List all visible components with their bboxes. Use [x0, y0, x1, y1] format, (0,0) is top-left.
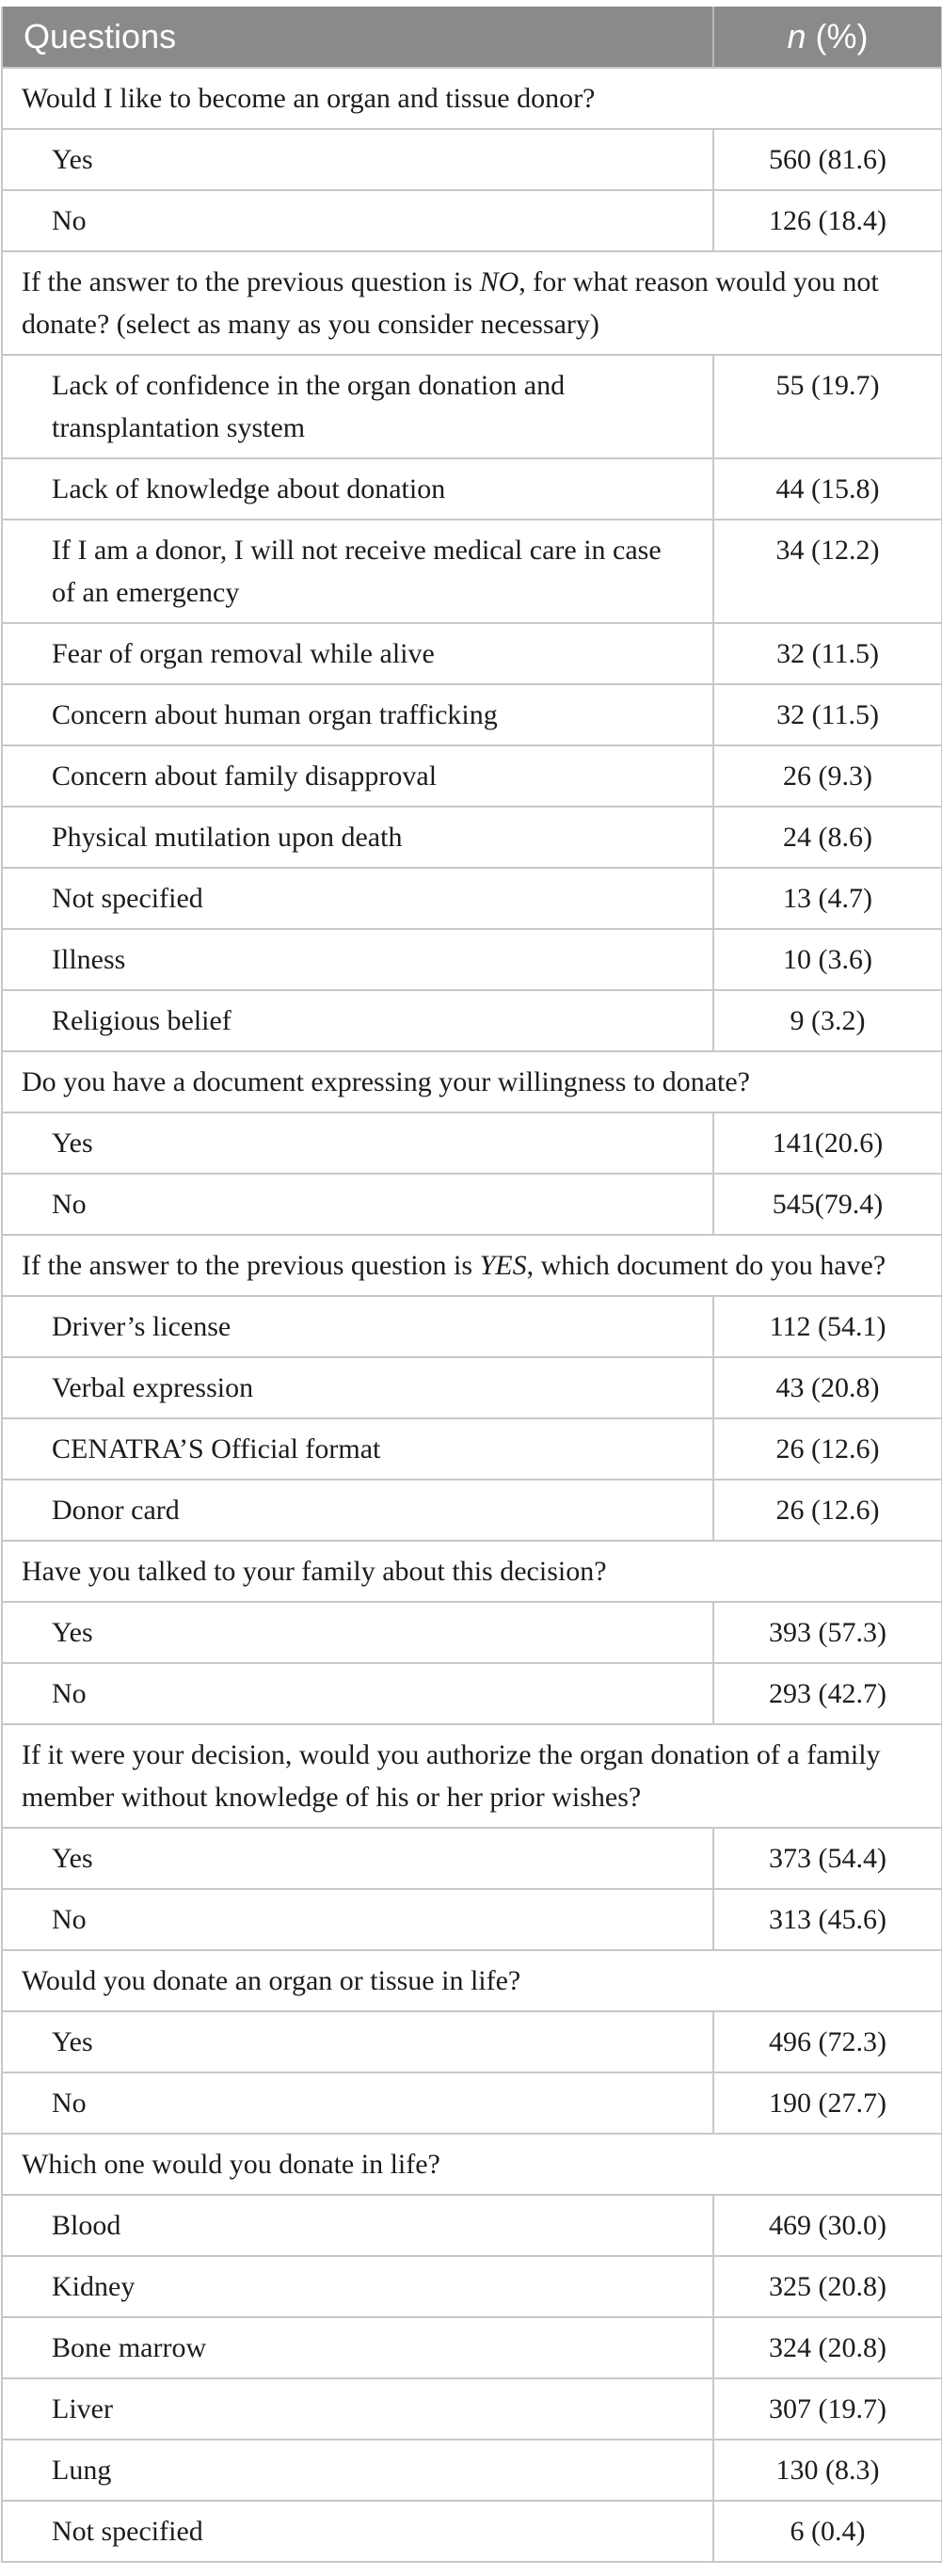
question-row	[2, 1950, 942, 2011]
n-percent-column-header	[713, 7, 942, 68]
answer-value-cell: 393 (57.3)	[713, 1602, 942, 1663]
answer-row	[2, 1663, 942, 1724]
answer-label-cell: Fear of organ removal while alive	[2, 623, 713, 684]
answer-row	[2, 2011, 942, 2072]
answer-label-cell: Not specified	[2, 868, 713, 929]
answer-row	[2, 129, 942, 190]
question-text: Do you have a document expressing your willingness to donate?	[22, 1066, 750, 1097]
answer-label-cell: Yes	[2, 1828, 713, 1889]
answer-value-cell: 560 (81.6)	[713, 129, 942, 190]
answer-value-cell: 13 (4.7)	[713, 868, 942, 929]
question-text-emphasis: YES	[479, 1250, 527, 1281]
answer-row	[2, 1357, 942, 1418]
question-cell	[2, 1724, 942, 1828]
answer-label-cell: Lung	[2, 2440, 713, 2501]
answer-row	[2, 1112, 942, 1174]
answer-label-cell: Verbal expression	[2, 1357, 713, 1418]
question-cell	[2, 1051, 942, 1112]
answer-label-cell: Religious belief	[2, 990, 713, 1051]
answer-value-cell: 293 (42.7)	[713, 1663, 942, 1724]
n-label-rest: (%)	[806, 17, 869, 56]
answer-row	[2, 2317, 942, 2378]
question-text: , which document do you have?	[526, 1250, 886, 1281]
answer-label-cell: Illness	[2, 929, 713, 990]
answer-label-cell: Blood	[2, 2195, 713, 2256]
question-cell	[2, 68, 942, 129]
question-cell	[2, 251, 942, 355]
answer-value-cell: 126 (18.4)	[713, 190, 942, 251]
answer-label-cell: Lack of confidence in the organ donation and transplantation system	[2, 355, 713, 458]
answer-label-cell: Bone marrow	[2, 2317, 713, 2378]
answer-value-cell: 24 (8.6)	[713, 807, 942, 868]
answer-row	[2, 929, 942, 990]
answer-value-cell: 34 (12.2)	[713, 520, 942, 623]
answer-row	[2, 1418, 942, 1480]
table-header	[2, 7, 942, 68]
answer-row	[2, 1828, 942, 1889]
answer-row	[2, 1480, 942, 1541]
question-row	[2, 1051, 942, 1112]
question-cell	[2, 1235, 942, 1296]
answer-row	[2, 520, 942, 623]
answer-value-cell: 141(20.6)	[713, 1112, 942, 1174]
answer-label-cell: Not specified	[2, 2501, 713, 2562]
question-row	[2, 1724, 942, 1828]
answer-value-cell: 9 (3.2)	[713, 990, 942, 1051]
answer-row	[2, 684, 942, 745]
answer-row	[2, 2256, 942, 2317]
answer-value-cell: 55 (19.7)	[713, 355, 942, 458]
answer-row	[2, 1602, 942, 1663]
answer-value-cell: 130 (8.3)	[713, 2440, 942, 2501]
answer-value-cell: 6 (0.4)	[713, 2501, 942, 2562]
answer-label-cell: Yes	[2, 1602, 713, 1663]
questions-column-header: Questions	[2, 7, 713, 68]
answer-label-cell: Concern about family disapproval	[2, 745, 713, 807]
question-row	[2, 1541, 942, 1602]
n-label-italic: n	[787, 17, 806, 56]
answer-value-cell: 26 (12.6)	[713, 1480, 942, 1541]
answer-label-cell: Concern about human organ trafficking	[2, 684, 713, 745]
answer-label-cell: Physical mutilation upon death	[2, 807, 713, 868]
question-row	[2, 1235, 942, 1296]
answer-label-cell: No	[2, 1663, 713, 1724]
question-text: If the answer to the previous question is	[22, 1250, 480, 1281]
answer-label-cell: Driver’s license	[2, 1296, 713, 1357]
answer-value-cell: 324 (20.8)	[713, 2317, 942, 2378]
answer-value-cell: 545(79.4)	[713, 1174, 942, 1235]
answer-label-cell: Yes	[2, 129, 713, 190]
answer-value-cell: 26 (9.3)	[713, 745, 942, 807]
answer-value-cell: 10 (3.6)	[713, 929, 942, 990]
question-text: Would I like to become an organ and tissue donor?	[22, 83, 596, 114]
answer-row	[2, 807, 942, 868]
answer-label-cell: No	[2, 190, 713, 251]
question-text: If the answer to the previous question is	[22, 266, 480, 297]
answer-value-cell: 26 (12.6)	[713, 1418, 942, 1480]
answer-row	[2, 1889, 942, 1950]
question-row	[2, 68, 942, 129]
answer-value-cell: 373 (54.4)	[713, 1828, 942, 1889]
answer-value-cell: 32 (11.5)	[713, 684, 942, 745]
answer-value-cell: 44 (15.8)	[713, 458, 942, 520]
answer-label-cell: Yes	[2, 1112, 713, 1174]
answer-value-cell: 469 (30.0)	[713, 2195, 942, 2256]
question-cell	[2, 1950, 942, 2011]
header-row	[2, 7, 942, 68]
answer-row	[2, 2501, 942, 2562]
answer-label-cell: Kidney	[2, 2256, 713, 2317]
answer-value-cell: 190 (27.7)	[713, 2072, 942, 2134]
answer-label-cell: Donor card	[2, 1480, 713, 1541]
answer-row	[2, 190, 942, 251]
answer-label-cell: Lack of knowledge about donation	[2, 458, 713, 520]
answer-row	[2, 1174, 942, 1235]
answer-value-cell: 112 (54.1)	[713, 1296, 942, 1357]
answer-row	[2, 623, 942, 684]
question-row	[2, 251, 942, 355]
answer-row	[2, 2378, 942, 2440]
question-cell	[2, 2134, 942, 2195]
answer-label-cell: Liver	[2, 2378, 713, 2440]
answer-value-cell: 313 (45.6)	[713, 1889, 942, 1950]
answer-row	[2, 1296, 942, 1357]
question-row	[2, 2134, 942, 2195]
answer-label-cell: No	[2, 2072, 713, 2134]
answer-label-cell: No	[2, 1174, 713, 1235]
answer-value-cell: 307 (19.7)	[713, 2378, 942, 2440]
answer-row	[2, 2440, 942, 2501]
question-text: , for what reason would you not donate? (select as many as you consider necessary)	[22, 266, 879, 340]
answer-value-cell: 32 (11.5)	[713, 623, 942, 684]
answer-label-cell: CENATRA’S Official format	[2, 1418, 713, 1480]
answer-row	[2, 868, 942, 929]
question-text: Would you donate an organ or tissue in life?	[22, 1965, 521, 1996]
answer-row	[2, 2072, 942, 2134]
question-text: Have you talked to your family about this decision?	[22, 1556, 607, 1587]
survey-table	[1, 7, 942, 2563]
answer-row	[2, 355, 942, 458]
answer-label-cell: If I am a donor, I will not receive medical care in case of an emergency	[2, 520, 713, 623]
question-text: Which one would you donate in life?	[22, 2149, 440, 2180]
answer-row	[2, 745, 942, 807]
answer-label-cell: No	[2, 1889, 713, 1950]
answer-value-cell: 43 (20.8)	[713, 1357, 942, 1418]
answer-label-cell: Yes	[2, 2011, 713, 2072]
question-text-emphasis: NO	[479, 266, 519, 297]
answer-value-cell: 496 (72.3)	[713, 2011, 942, 2072]
table-body	[2, 68, 942, 2562]
answer-row	[2, 458, 942, 520]
question-text: If it were your decision, would you authorize the organ donation of a family member without knowledge of his or her prior wishes?	[22, 1739, 881, 1813]
answer-row	[2, 990, 942, 1051]
question-cell	[2, 1541, 942, 1602]
answer-row	[2, 2195, 942, 2256]
answer-value-cell: 325 (20.8)	[713, 2256, 942, 2317]
